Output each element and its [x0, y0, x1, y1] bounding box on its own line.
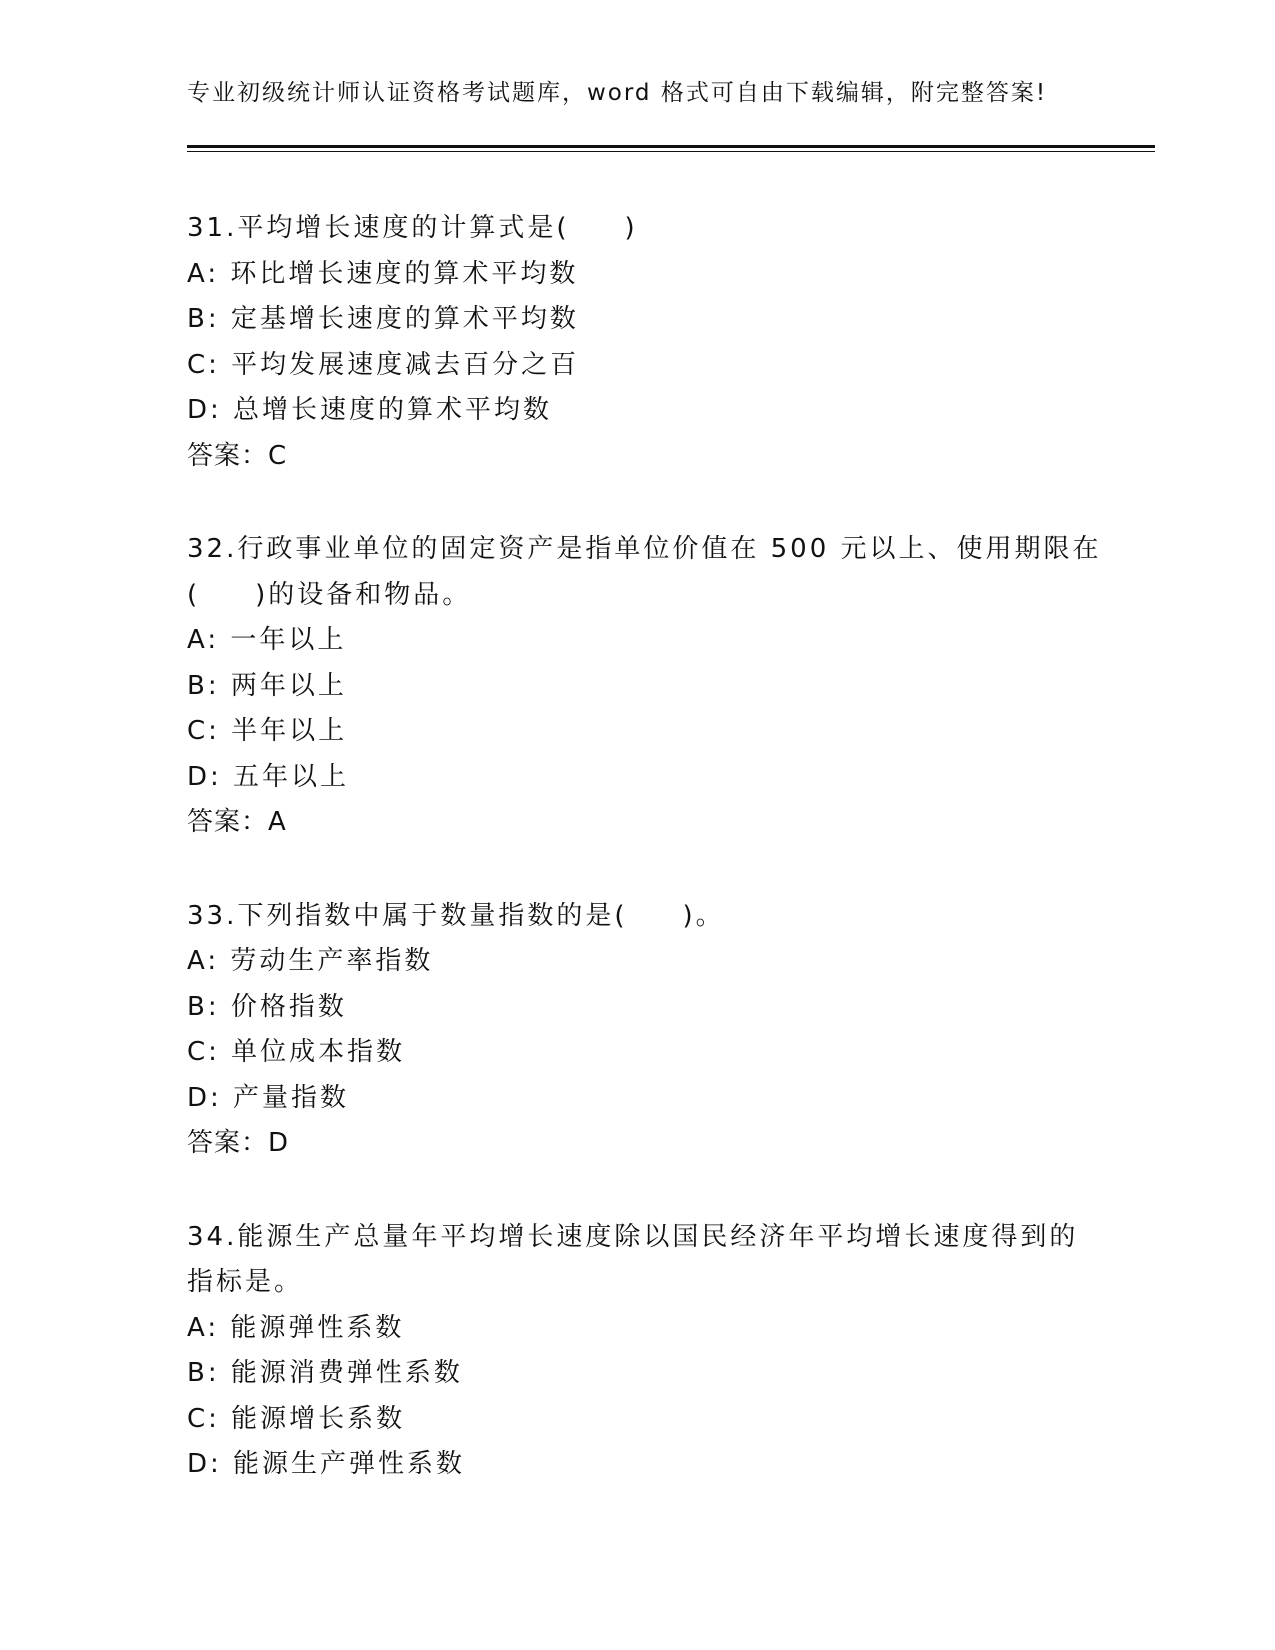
- header-divider-thick: [187, 145, 1155, 148]
- option-c: C: 单位成本指数: [187, 1037, 406, 1067]
- option-a: A: 环比增长速度的算术平均数: [187, 258, 579, 289]
- option-c: C: 能源增长系数: [187, 1403, 406, 1434]
- option-a: A: 能源弹性系数: [187, 1312, 405, 1343]
- option-c: C: 半年以上: [187, 716, 348, 746]
- option-b: B: 两年以上: [187, 670, 347, 701]
- answer-line: 答案：C: [187, 440, 288, 471]
- question-stem-continued: ( )的设备和物品。: [187, 579, 472, 610]
- option-d: D: 总增长速度的算术平均数: [187, 395, 553, 425]
- question-31: [187, 206, 1087, 479]
- question-stem: 33.下列指数中属于数量指数的是( )。: [187, 900, 725, 931]
- answer-line: 答案：A: [187, 807, 287, 837]
- question-stem: 31.平均增长速度的计算式是( ): [187, 213, 638, 243]
- header-divider-thin: [187, 151, 1155, 152]
- question-34: [187, 1215, 1087, 1488]
- option-b: B: 价格指数: [187, 991, 347, 1022]
- option-b: B: 定基增长速度的算术平均数: [187, 304, 579, 334]
- question-32: [187, 527, 1102, 846]
- option-d: D: 五年以上: [187, 761, 350, 792]
- option-d: D: 产量指数: [187, 1082, 350, 1113]
- question-list: [187, 206, 1102, 1536]
- page-header: 专业初级统计师认证资格考试题库，word 格式可自由下载编辑，附完整答案!: [187, 80, 1048, 106]
- option-b: B: 能源消费弹性系数: [187, 1358, 463, 1388]
- option-d: D: 能源生产弹性系数: [187, 1449, 466, 1479]
- option-a: A: 一年以上: [187, 625, 347, 655]
- question-stem-continued: 指标是。: [187, 1267, 304, 1297]
- question-33: [187, 894, 1087, 1167]
- question-stem: 34.能源生产总量年平均增长速度除以国民经济年平均增长速度得到的: [187, 1221, 1079, 1252]
- option-a: A: 劳动生产率指数: [187, 946, 434, 976]
- answer-line: 答案：D: [187, 1128, 290, 1158]
- question-stem: 32.行政事业单位的固定资产是指单位价值在 500 元以上、使用期限在: [187, 534, 1102, 564]
- option-c: C: 平均发展速度减去百分之百: [187, 349, 580, 380]
